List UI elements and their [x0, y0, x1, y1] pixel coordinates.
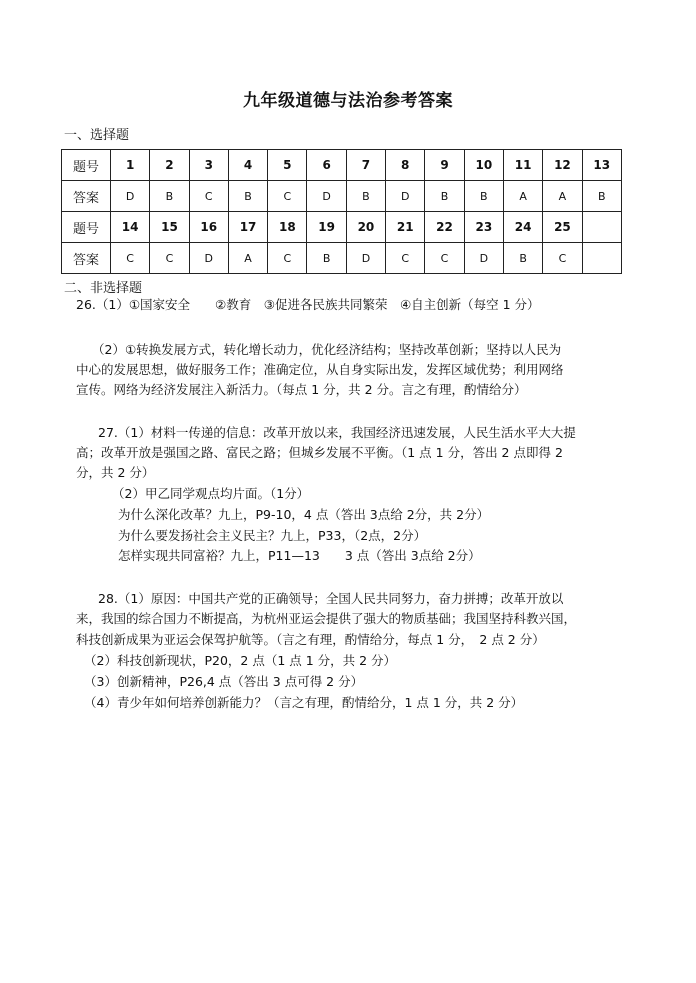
- answer-cell: B: [582, 181, 621, 212]
- table-row: [62, 150, 622, 181]
- question-number-cell: 10: [464, 150, 503, 181]
- question-number-cell: 18: [268, 212, 307, 243]
- q26-line1: 26.（1）①国家安全 ②教育 ③促进各民族共同繁荣 ④自主创新（每空 1 分）: [76, 297, 540, 312]
- answer-cell: C: [543, 243, 582, 274]
- q28-line3: 科技创新成果为亚运会保驾护航等。（言之有理，酌情给分，每点 1 分， 2 点 2 分）: [76, 632, 545, 647]
- answer-cell: C: [150, 243, 189, 274]
- question-number-cell: 15: [150, 212, 189, 243]
- question-number-cell: 11: [503, 150, 542, 181]
- row-header: 答案: [62, 181, 111, 212]
- answer-cell: A: [228, 243, 267, 274]
- answer-cell: D: [464, 243, 503, 274]
- q26-part2-line1: （2）①转换发展方式，转化增长动力，优化经济结构；坚持改革创新；坚持以人民为: [92, 342, 562, 357]
- answer-cell: B: [228, 181, 267, 212]
- row-header: 题号: [62, 150, 111, 181]
- q28-line6: （4）青少年如何培养创新能力？（言之有理，酌情给分，1 点 1 分，共 2 分）: [84, 695, 524, 710]
- question-number-cell: [582, 212, 621, 243]
- q26-part2-line3: 宣传。网络为经济发展注入新活力。（每点 1 分，共 2 分。言之有理，酌情给分）: [76, 382, 527, 397]
- question-number-cell: 12: [543, 150, 582, 181]
- question-number-cell: 19: [307, 212, 346, 243]
- question-number-cell: 2: [150, 150, 189, 181]
- answer-cell: B: [503, 243, 542, 274]
- q28-line2: 来，我国的综合国力不断提高，为杭州亚运会提供了强大的物质基础；我国坚持科教兴国，: [76, 611, 577, 626]
- q27-line2: 高；改革开放是强国之路、富民之路；但城乡发展不平衡。（1 点 1 分，答出 2 点即得 2: [76, 445, 563, 460]
- answer-cell: A: [503, 181, 542, 212]
- answer-cell: C: [189, 181, 228, 212]
- answer-cell: B: [150, 181, 189, 212]
- question-number-cell: 22: [425, 212, 464, 243]
- question-number-cell: 5: [268, 150, 307, 181]
- question-number-cell: 3: [189, 150, 228, 181]
- question-number-cell: 9: [425, 150, 464, 181]
- question-number-cell: 21: [386, 212, 425, 243]
- answer-cell: D: [189, 243, 228, 274]
- q27-line3: 分，共 2 分）: [76, 465, 155, 480]
- q28-line5: （3）创新精神，P26,4 点（答出 3 点可得 2 分）: [84, 674, 364, 689]
- answer-cell: B: [346, 181, 385, 212]
- question-number-cell: 17: [228, 212, 267, 243]
- row-header: 答案: [62, 243, 111, 274]
- answer-table: [61, 149, 622, 274]
- answer-cell: B: [307, 243, 346, 274]
- question-number-cell: 6: [307, 150, 346, 181]
- question-number-cell: 25: [543, 212, 582, 243]
- question-number-cell: 4: [228, 150, 267, 181]
- answer-cell: C: [268, 243, 307, 274]
- answer-cell: B: [464, 181, 503, 212]
- q27-line6: 为什么要发扬社会主义民主？九上，P33，（2点，2分）: [118, 528, 427, 543]
- section-heading-nonchoice: 二、非选择题: [64, 281, 143, 296]
- answer-cell: D: [111, 181, 150, 212]
- table-row: [62, 243, 622, 274]
- q27-line1: 27.（1）材料一传递的信息：改革开放以来，我国经济迅速发展，人民生活水平大大提: [98, 425, 576, 440]
- table-row: [62, 181, 622, 212]
- answer-table-body: [62, 150, 622, 274]
- answer-cell: D: [346, 243, 385, 274]
- question-number-cell: 24: [503, 212, 542, 243]
- answer-cell: C: [111, 243, 150, 274]
- q27-line4: （2）甲乙同学观点均片面。（1分）: [112, 486, 310, 501]
- q27-line5: 为什么深化改革？九上，P9-10，4 点（答出 3点给 2分，共 2分）: [118, 507, 490, 522]
- answer-cell: C: [268, 181, 307, 212]
- q26-part2-line2: 中心的发展思想，做好服务工作；准确定位，从自身实际出发，发挥区域优势；利用网络: [76, 362, 564, 377]
- question-number-cell: 14: [111, 212, 150, 243]
- answer-cell: C: [425, 243, 464, 274]
- question-number-cell: 8: [386, 150, 425, 181]
- question-number-cell: 16: [189, 212, 228, 243]
- answer-cell: [582, 243, 621, 274]
- question-number-cell: 1: [111, 150, 150, 181]
- question-number-cell: 23: [464, 212, 503, 243]
- q27-line7: 怎样实现共同富裕？九上，P11—13 3 点（答出 3点给 2分）: [118, 548, 481, 563]
- answer-cell: A: [543, 181, 582, 212]
- section-heading-choice: 一、选择题: [64, 128, 130, 143]
- question-number-cell: 20: [346, 212, 385, 243]
- row-header: 题号: [62, 212, 111, 243]
- q28-line4: （2）科技创新现状，P20，2 点（1 点 1 分，共 2 分）: [84, 653, 397, 668]
- page-title: 九年级道德与法治参考答案: [243, 91, 453, 111]
- answer-cell: D: [386, 181, 425, 212]
- question-number-cell: 7: [346, 150, 385, 181]
- q28-line1: 28.（1）原因：中国共产党的正确领导；全国人民共同努力，奋力拼搏；改革开放以: [98, 591, 564, 606]
- question-number-cell: 13: [582, 150, 621, 181]
- answer-cell: C: [386, 243, 425, 274]
- answer-cell: B: [425, 181, 464, 212]
- table-row: [62, 212, 622, 243]
- answer-cell: D: [307, 181, 346, 212]
